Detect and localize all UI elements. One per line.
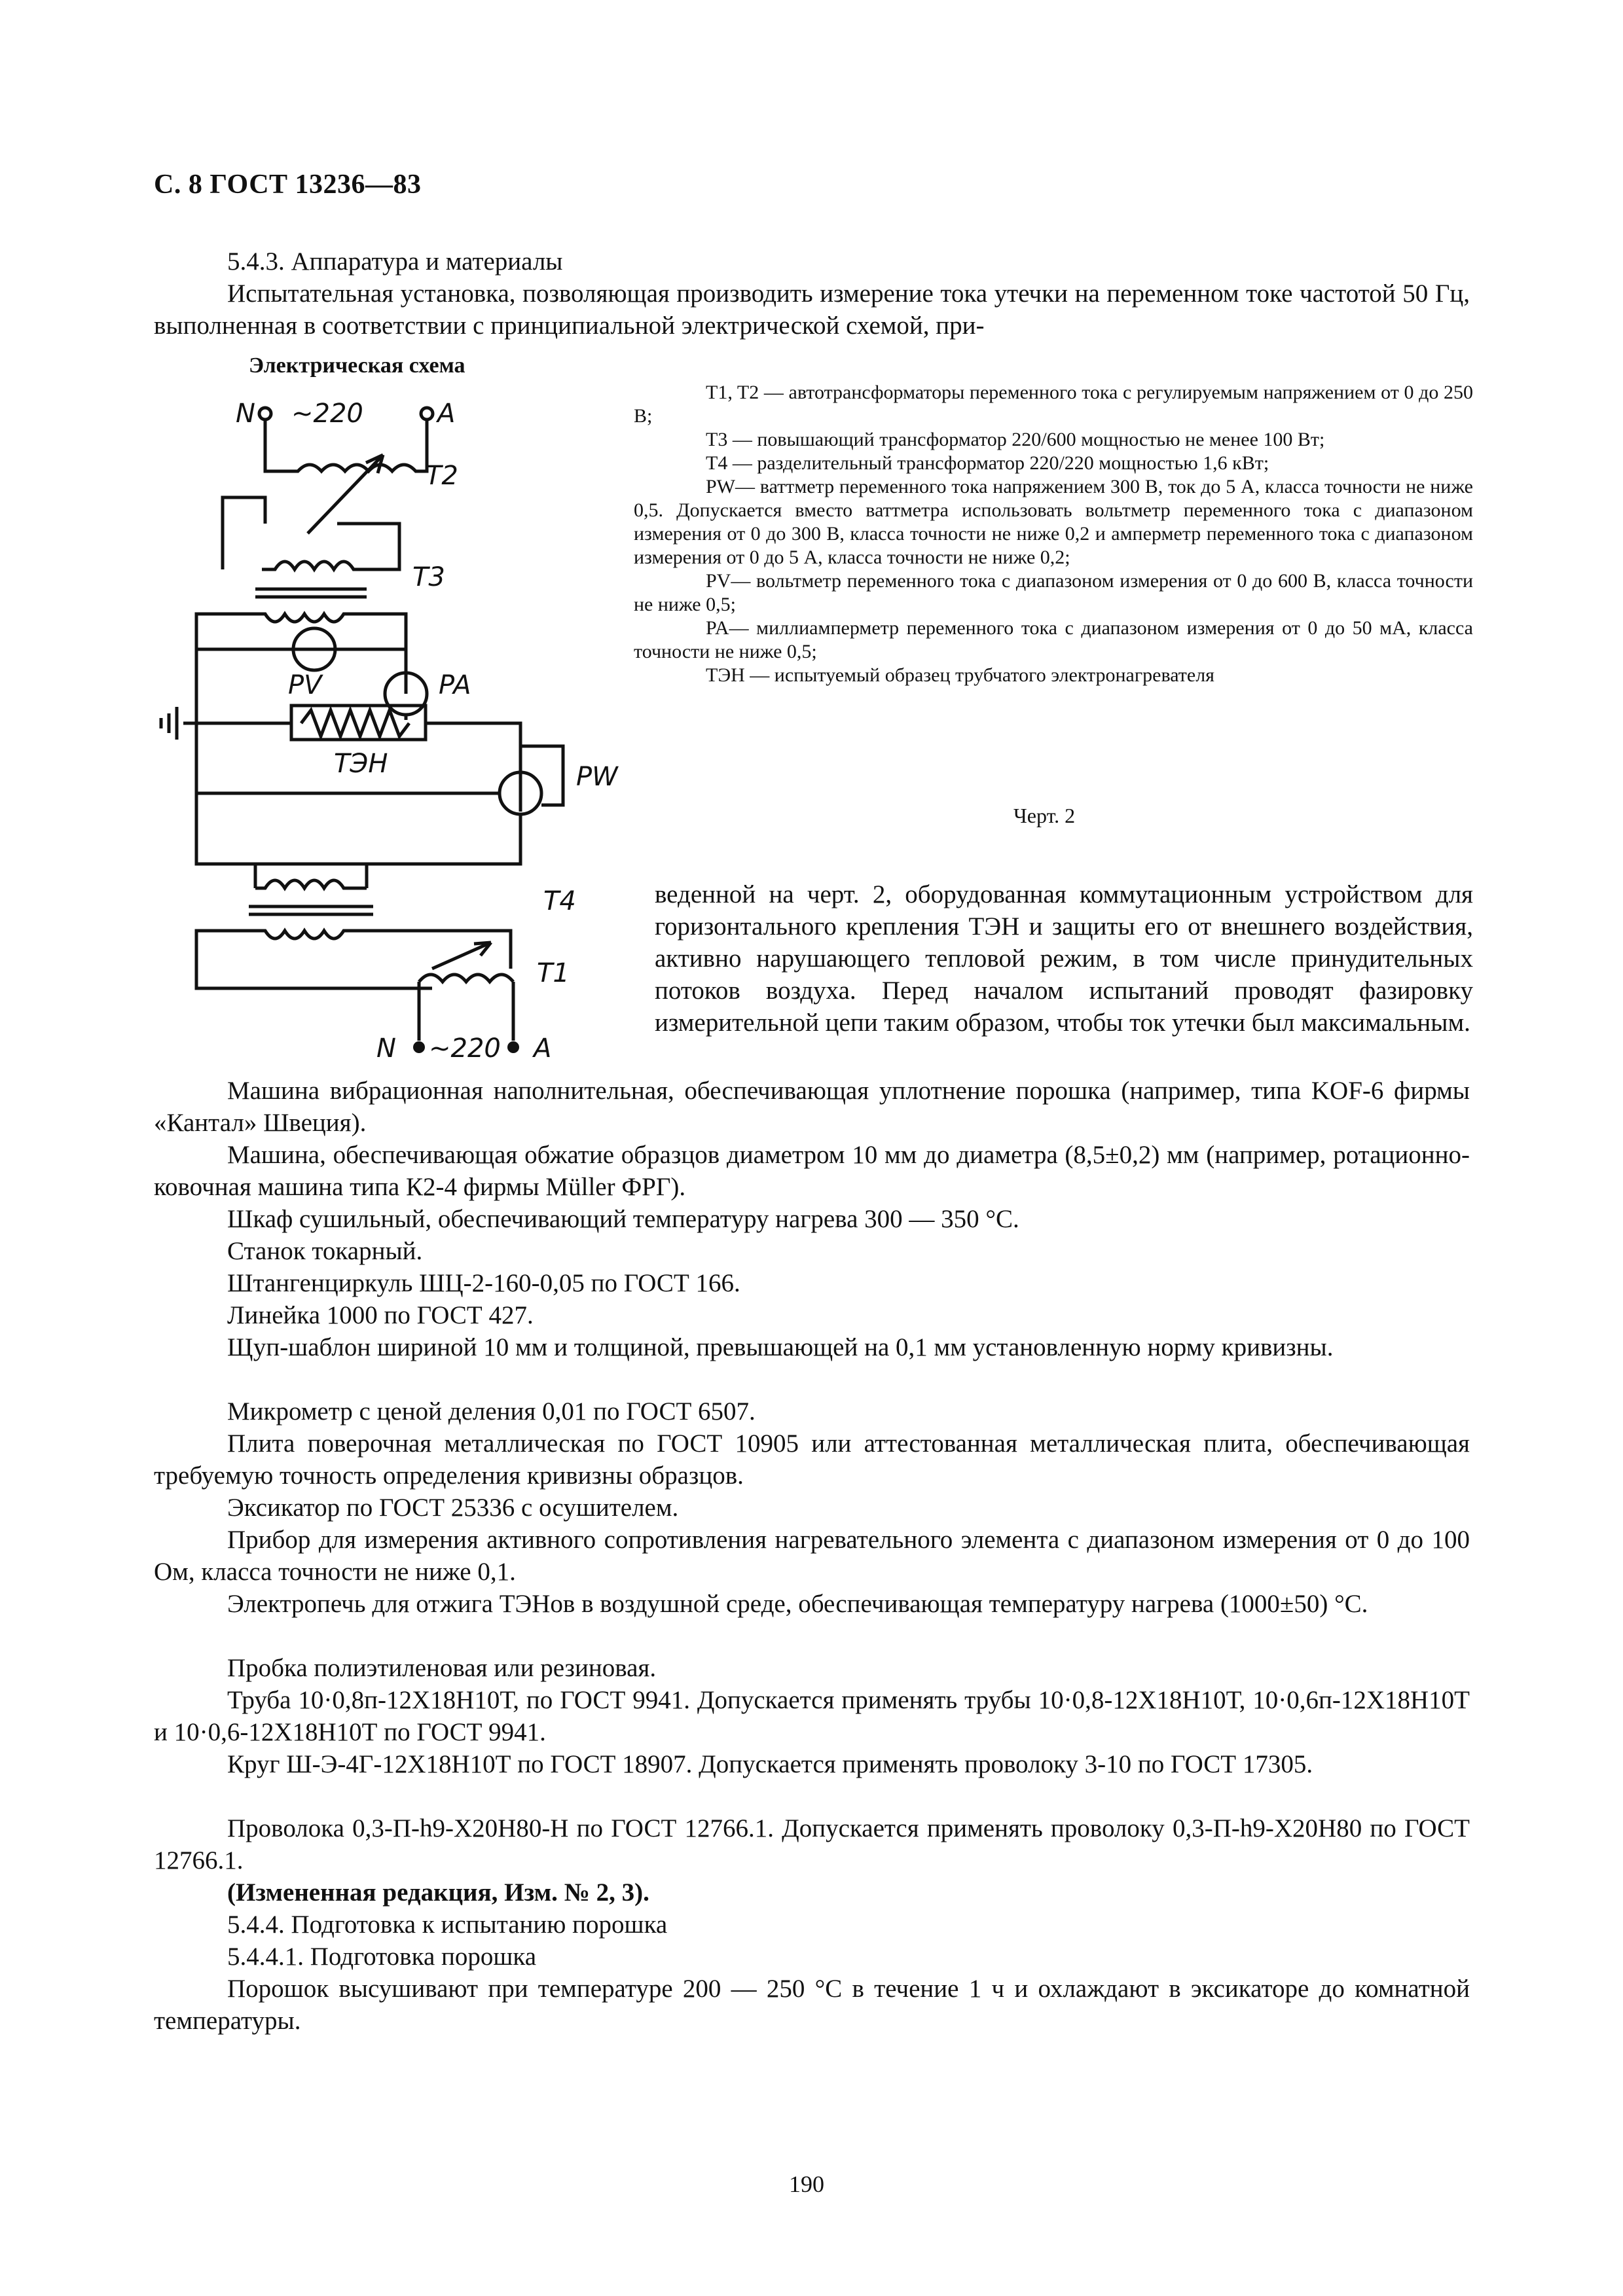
intro-paragraph: Испытательная установка, позволяющая производить измерение тока утечки на переменном токе частотой 50 Гц, выполненная в соответствии с принципиальной электрической схемой, при- xyxy=(154,279,1470,340)
legend-item: T4 — разделительный трансформатор 220/220 мощностью 1,6 кВт; xyxy=(706,452,1269,474)
label-220-top: ~220 xyxy=(291,399,363,429)
figure-caption: Черт. 2 xyxy=(1013,804,1076,827)
paragraph: Прибор для измерения активного сопротивления нагревательного элемента с диапазоном измерения от 0 до 100 Ом, класса точности не ниже 0,1. xyxy=(154,1526,1470,1586)
paragraph: Машина, обеспечивающая обжатие образцов диаметром 10 мм до диаметра (8,5±0,2) мм (например, ротационно-ковочная машина типа К2-4 фирмы Müller ФРГ). xyxy=(154,1141,1470,1201)
label-t1: T1 xyxy=(537,958,570,988)
paragraph: Линейка 1000 по ГОСТ 427. xyxy=(227,1301,534,1329)
edition-note: (Измененная редакция, Изм. № 2, 3). xyxy=(227,1878,649,1907)
final-paragraph: Порошок высушивают при температуре 200 — 250 °С в течение 1 ч и охлаждают в эксикаторе до комнатной температуры. xyxy=(154,1975,1470,2035)
terminal-n-top xyxy=(259,408,271,420)
terminal-n-bottom xyxy=(413,1041,425,1053)
label-ten: ТЭН xyxy=(334,749,388,779)
page-header: С. 8 ГОСТ 13236—83 xyxy=(154,170,422,200)
legend-item: T3 — повышающий трансформатор 220/600 мощностью не менее 100 Вт; xyxy=(706,429,1325,450)
paragraph: Труба 10·0,8п-12Х18Н10Т, по ГОСТ 9941. Допускается применять трубы 10·0,8-12Х18Н10Т, 10·0,6п-12Х18Н10Т и 10·0,6-12Х18Н10Т по ГОСТ 9941. xyxy=(154,1686,1470,1746)
label-pw: PW xyxy=(576,762,618,792)
paragraph: Микрометр с ценой деления 0,01 по ГОСТ 6507. xyxy=(227,1397,756,1426)
legend-item: PA— миллиамперметр переменного тока с диапазоном измерения от 0 до 50 мА, класса точности не ниже 0,5; xyxy=(634,617,1473,662)
paragraph: Плита поверочная металлическая по ГОСТ 10905 или аттестованная металлическая плита, обеспечивающая требуемую точность определения кривизны образцов. xyxy=(154,1429,1470,1490)
label-pa: PA xyxy=(439,670,471,700)
label-220-bottom: ~220 xyxy=(429,1033,501,1064)
t1-winding xyxy=(419,975,513,982)
paragraph: Машина вибрационная наполнительная, обеспечивающая уплотнение порошка (например, типа KOF-6 фирмы «Кантал» Швеция). xyxy=(154,1077,1470,1137)
paragraph: Шкаф сушильный, обеспечивающий температуру нагрева 300 — 350 °С. xyxy=(227,1205,1019,1233)
ground-symbol xyxy=(161,707,196,740)
terminal-a-top xyxy=(421,408,433,420)
paragraph: Пробка полиэтиленовая или резиновая. xyxy=(227,1654,657,1682)
section-heading-5-4-3: 5.4.3. Аппаратура и материалы xyxy=(227,247,563,276)
label-t4: T4 xyxy=(543,886,576,916)
label-t3: T3 xyxy=(412,562,445,592)
legend-item: T1, T2 — автотрансформаторы переменного тока с регулируемым напряжением от 0 до 250 В; xyxy=(634,382,1473,427)
label-n-top: N xyxy=(236,399,255,429)
paragraph: Щуп-шаблон шириной 10 мм и толщиной, превышающей на 0,1 мм установленную норму кривизны. xyxy=(227,1333,1334,1361)
label-a-bottom: A xyxy=(534,1033,552,1064)
t1-arrow xyxy=(432,942,491,969)
figure-legend xyxy=(634,381,1473,687)
main-bus-wires xyxy=(196,723,520,864)
terminal-a-bottom xyxy=(507,1041,519,1053)
section-heading-5-4-4: 5.4.4. Подготовка к испытанию порошка xyxy=(227,1910,668,1939)
continuation-paragraph: веденной на черт. 2, оборудованная коммутационным устройством для горизонтального крепления ТЭН и защиты его от внешнего воздействия, активно нарушающего тепловой режим, в том числе принудительных потоков воздуха. Перед началом испытаний проводят фазировку измерительной цепи таким образом, чтобы ток утечки был максимальным. xyxy=(655,880,1473,1037)
label-n-bottom: N xyxy=(376,1033,396,1064)
section-heading-5-4-4-1: 5.4.4.1. Подготовка порошка xyxy=(227,1943,537,1971)
legend-item: PW— ваттметр переменного тока напряжением 300 В, ток до 5 А, класса точности не ниже 0,5. Допускается вместо ваттметра использовать вольтметр переменного тока с диапазоном измерения от 0 до 300 В, класса точности не ниже 0,2 и амперметр переменного тока с диапазоном измерения от 0 до 5 А, класса точности не ниже 0,2; xyxy=(634,476,1473,568)
ten-heater-zigzag xyxy=(301,710,409,736)
label-pv: PV xyxy=(288,670,322,700)
label-t2: T2 xyxy=(426,461,458,491)
paragraph: Станок токарный. xyxy=(227,1237,423,1265)
t1-terminals-wires xyxy=(419,982,513,1041)
paragraph: Проволока 0,3-П-h9-Х20Н80-Н по ГОСТ 12766.1. Допускается применять проволоку 0,3-П-h9-Х20Н80 по ГОСТ 12766.1. xyxy=(154,1814,1470,1874)
figure-title: Электрическая схема xyxy=(249,353,465,378)
paragraph: Эксикатор по ГОСТ 25336 с осушителем. xyxy=(227,1494,679,1522)
electrical-schematic xyxy=(157,393,629,1073)
paragraph: Штангенциркуль ШЦ-2-160-0,05 по ГОСТ 166. xyxy=(227,1269,740,1297)
legend-item: ТЭН — испытуемый образец трубчатого электронагревателя xyxy=(706,664,1214,686)
legend-item: PV— вольтметр переменного тока с диапазоном измерения от 0 до 600 В, класса точности не ниже 0,5; xyxy=(634,570,1473,615)
paragraph: Электропечь для отжига ТЭНов в воздушной среде, обеспечивающая температуру нагрева (1000±50) °С. xyxy=(227,1590,1368,1618)
t4-primary xyxy=(255,864,367,888)
t2-arrow xyxy=(308,455,383,533)
label-a-top: A xyxy=(437,399,456,429)
page-number: 190 xyxy=(789,2171,824,2197)
t2-output-loop xyxy=(223,497,399,569)
t3-primary xyxy=(262,562,373,569)
paragraph: Круг Ш-Э-4Г-12Х18Н10Т по ГОСТ 18907. Допускается применять проволоку 3-10 по ГОСТ 17305. xyxy=(227,1750,1313,1778)
